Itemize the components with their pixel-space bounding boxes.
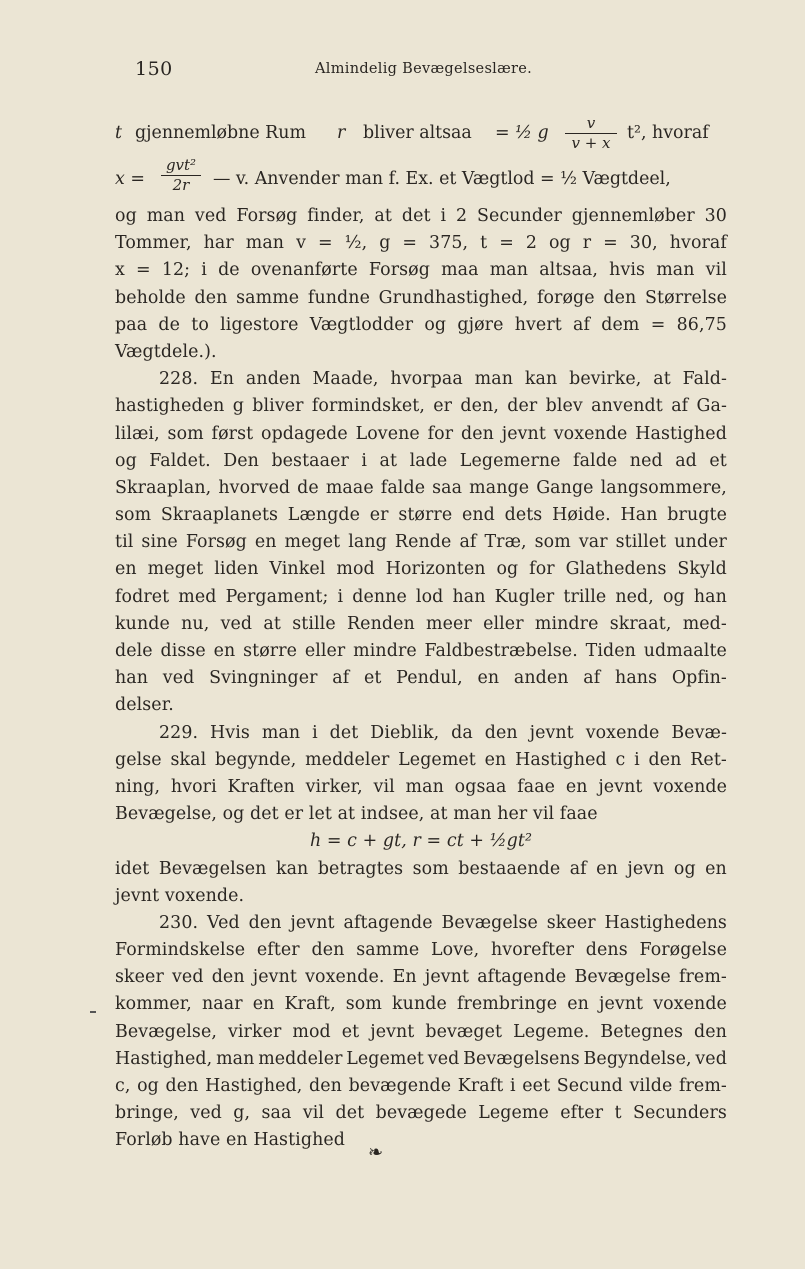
paragraph-228-line: dele disse en større eller mindre Faldbestræbelse. Tiden udmaalte: [115, 641, 727, 661]
formula-eq-1: = ½ g: [495, 123, 549, 143]
fraction-2: [161, 157, 201, 194]
fraction-1-denominator: v + x: [571, 134, 611, 152]
paragraph-230-line: kommer, naar en Kraft, som kunde frembringe en jevnt voxende: [115, 994, 727, 1015]
paragraph-230-line: Bevægelse, virker mod et jevnt bevæget Legeme. Betegnes den: [115, 1021, 727, 1042]
running-head: Almindelig Bevægelseslære.: [315, 61, 533, 77]
printer-ornament-icon: ❧: [368, 1142, 384, 1163]
paragraph-229-line: ning, hvori Kraften virker, vil man ogsaa faae en jevnt voxende: [115, 776, 727, 797]
paragraph-230-line: 230. Ved den jevnt aftagende Bevægelse skeer Hastighedens: [159, 912, 727, 933]
fraction-1-numerator: v: [586, 114, 596, 132]
paragraph-230-line: bringe, ved g, saa vil det bevægede Legeme efter t Secunders: [115, 1103, 727, 1124]
paragraph-229-line: 229. Hvis man i det Dieblik, da den jevnt voxende Bevæ-: [159, 722, 727, 743]
text-line: Vægtdele.).: [115, 341, 217, 362]
paragraph-229-line: idet Bevægelsen kan betragtes som bestaaende af en jevn og en: [115, 858, 727, 879]
text-line: beholde den samme fundne Grundhastighed, forøge den Størrelse: [115, 287, 727, 308]
paragraph-228-line: en meget liden Vinkel mod Horizonten og for Glathedens Skyld: [115, 559, 727, 580]
paragraph-228-line: han ved Svingninger af et Pendul, en anden af hans Opfin-: [115, 668, 727, 689]
fraction-1: [565, 115, 617, 152]
formula-229: h = c + gt, r = ct + ½gt²: [309, 831, 533, 852]
paragraph-228-line: til sine Forsøg en meget lang Rende af Træ, som var stillet under: [115, 532, 727, 553]
paragraph-229-line: jevnt voxende.: [115, 885, 245, 906]
text-line: x = 12; i de ovenanførte Forsøg maa man altsaa, hvis man vil: [115, 260, 727, 281]
paragraph-229-line: Bevægelse, og det er let at indsee, at man her vil faae: [115, 804, 598, 825]
paragraph-228-line: som Skraaplanets Længde er større end dets Høide. Han brugte: [115, 505, 727, 526]
paragraph-228-line: og Faldet. Den bestaaer i at lade Legemerne falde ned ad et: [115, 450, 727, 471]
formula-line-2: [115, 155, 727, 203]
fraction-2-numerator: gvt²: [165, 156, 197, 174]
paragraph-228-line: delser.: [115, 695, 174, 716]
paragraph-228-line: hastigheden g bliver formindsket, er den, der blev anvendt af Ga-: [115, 396, 727, 417]
paragraph-228-line: 228. En anden Maade, hvorpaa man kan bevirke, at Fald-: [159, 369, 727, 390]
page-header: [135, 58, 725, 88]
text-line: paa de to ligestore Vægtlodder og gjøre hvert af dem = 86,75: [115, 314, 727, 335]
paragraph-230-line: skeer ved den jevnt voxende. En jevnt aftagende Bevægelse frem-: [115, 967, 727, 988]
text-line: og man ved Forsøg finder, at det i 2 Secunder gjennemløber 30: [115, 206, 727, 226]
var-r: r: [337, 123, 346, 143]
fraction-2-denominator: 2r: [172, 176, 190, 194]
page-number: 150: [135, 58, 173, 80]
paragraph-230-line: c, og den Hastighed, den bevægende Kraft i eet Secund vilde frem-: [115, 1076, 727, 1096]
paragraph-228-line: lilæi, som først opdagede Lovene for den jevnt voxende Hastighed: [115, 423, 727, 444]
paragraph-229-line: gelse skal begynde, meddeler Legemet en Hastighed c i den Ret-: [115, 749, 727, 770]
formula-text-2: bliver altsaa: [363, 123, 472, 143]
paragraph-228-line: Skraaplan, hvorved de maae falde saa mange Gange langsommere,: [115, 477, 727, 498]
body-text: [115, 115, 727, 1155]
formula-text-1: gjennemløbne Rum: [135, 123, 306, 143]
paragraph-228-line: kunde nu, ved at stille Renden meer eller mindre skraat, med-: [115, 613, 727, 634]
paragraph-230-line: Formindskelse efter den samme Love, hvorefter dens Forøgelse: [115, 940, 727, 961]
var-t: t: [115, 123, 122, 143]
paragraph-230-line: Forløb have en Hastighed: [115, 1130, 345, 1151]
paragraph-230-line: Hastighed, man meddeler Legemet ved Bevægelsens Begyndelse, ved: [115, 1048, 727, 1069]
formula-lhs-2: x =: [115, 169, 145, 189]
formula-tail-2: — v. Anvender man f. Ex. et Vægtlod = ½ Vægtdeel,: [213, 169, 671, 189]
formula-tail-1: t², hvoraf: [627, 123, 709, 143]
text-line: Tommer, har man v = ½, g = 375, t = 2 og r = 30, hvoraf: [115, 233, 727, 254]
paragraph-228-line: fodret med Pergament; i denne lod han Kugler trille ned, og han: [115, 586, 727, 607]
margin-mark: [90, 1011, 96, 1013]
formula-line-1: [115, 115, 727, 155]
